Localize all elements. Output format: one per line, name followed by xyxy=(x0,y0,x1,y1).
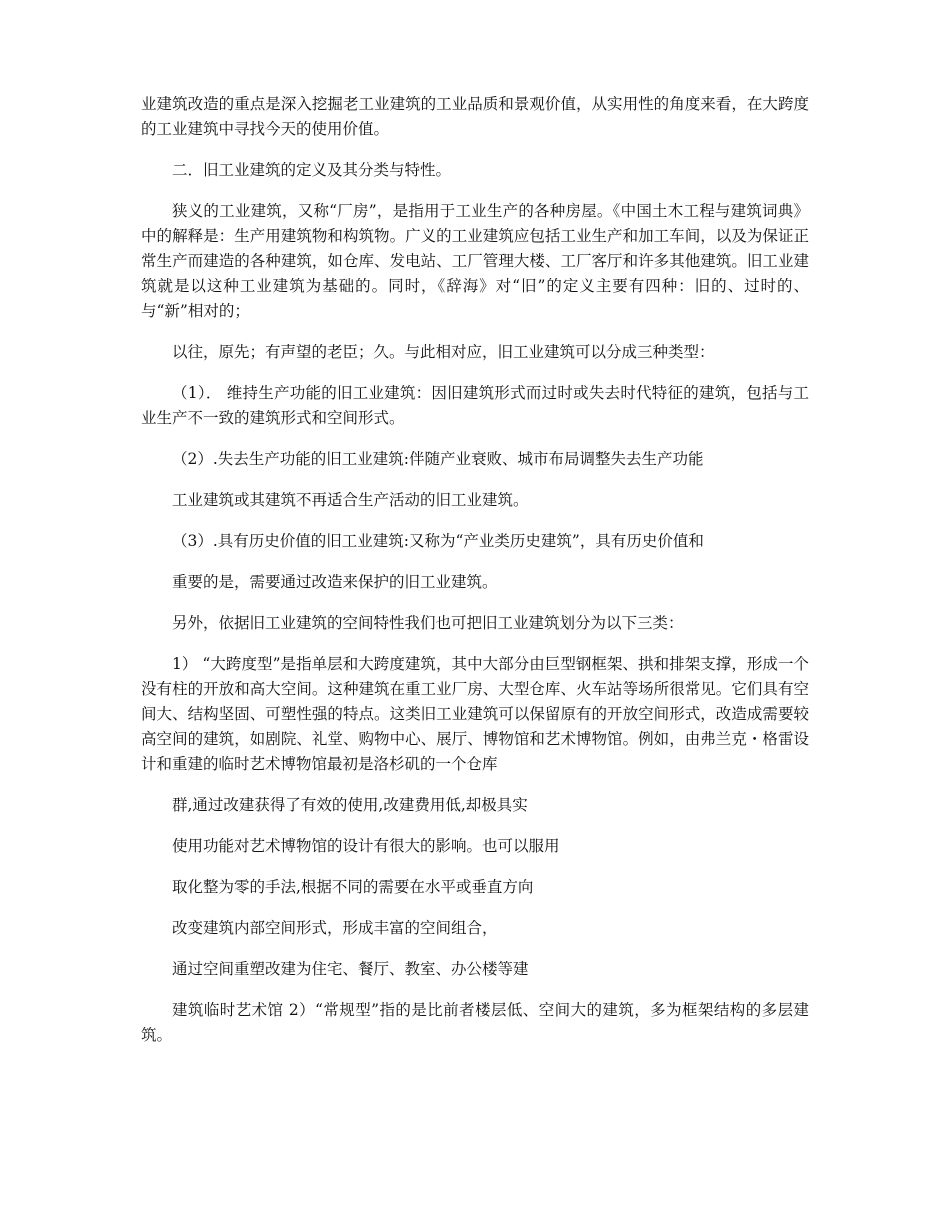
list-item-2: （2）.失去生产功能的旧工业建筑:伴随产业衰败、城市布局调整失去生产功能 xyxy=(172,450,704,468)
paragraph: 群,通过改建获得了有效的使用,改建费用低,却极具实 xyxy=(172,796,528,814)
paragraph: 使用功能对艺术博物馆的设计有很大的影响。也可以服用 xyxy=(172,837,560,855)
document-body xyxy=(141,92,809,1064)
paragraph: 改变建筑内部空间形式，形成丰富的空间组合， xyxy=(172,919,498,937)
paragraph: 通过空间重塑改建为住宅、餐厅、教室、办公楼等建 xyxy=(172,960,529,978)
paragraph: 另外，依据旧工业建筑的空间特性我们也可把旧工业建筑划分为以下三类： xyxy=(172,614,684,632)
section-heading: 二．旧工业建筑的定义及其分类与特性。 xyxy=(172,161,452,179)
paragraph: 取化整为零的手法,根据不同的需要在水平或垂直方向 xyxy=(172,878,534,896)
paragraph: 业建筑改造的重点是深入挖掘老工业建筑的工业品质和景观价值，从实用性的角度来看，在大跨度的工业建筑中寻找今天的使用价值。 xyxy=(141,95,809,138)
paragraph: 以往，原先；有声望的老臣；久。与此相对应，旧工业建筑可以分成三种类型： xyxy=(172,343,715,361)
list-item-3: （3）.具有历史价值的旧工业建筑:又称为“产业类历史建筑”，具有历史价值和 xyxy=(172,532,704,550)
list-item-type-2: 建筑临时艺术馆 2）“常规型”指的是比前者楼层低、空间大的建筑，多为框架结构的多层建筑。 xyxy=(141,1001,809,1044)
list-item-1: （1）． 维持生产功能的旧工业建筑：因旧建筑形式而过时或失去时代特征的建筑，包括与工业生产不一致的建筑形式和空间形式。 xyxy=(141,384,809,427)
paragraph: 狭义的工业建筑，又称“厂房”，是指用于工业生产的各种房屋。《中国土木工程与建筑词典》中的解释是：生产用建筑物和构筑物。广义的工业建筑应包括工业生产和加工车间，以及为保证正常生产而建造的各种建筑，如仓库、发电站、工厂管理大楼、工厂客厅和许多其他建筑。旧工业建筑就是以这种工业建筑为基础的。同时，《辞海》对“旧”的定义主要有四种：旧的、过时的、与“新”相对的； xyxy=(141,202,809,320)
paragraph: 重要的是，需要通过改造来保护的旧工业建筑。 xyxy=(172,573,498,591)
list-item-type-1: 1） “大跨度型”是指单层和大跨度建筑，其中大部分由巨型钢框架、拱和排架支撑，形成一个没有柱的开放和高大空间。这种建筑在重工业厂房、大型仓库、火车站等场所很常见。它们具有空间大、结构坚固、可塑性强的特点。这类旧工业建筑可以保留原有的开放空间形式，改造成需要较高空间的建筑，如剧院、礼堂、购物中心、展厅、博物馆和艺术博物馆。例如，由弗兰克・格雷设计和重建的临时艺术博物馆最初是洛杉矶的一个仓库 xyxy=(141,655,809,773)
paragraph: 工业建筑或其建筑不再适合生产活动的旧工业建筑。 xyxy=(172,491,529,509)
